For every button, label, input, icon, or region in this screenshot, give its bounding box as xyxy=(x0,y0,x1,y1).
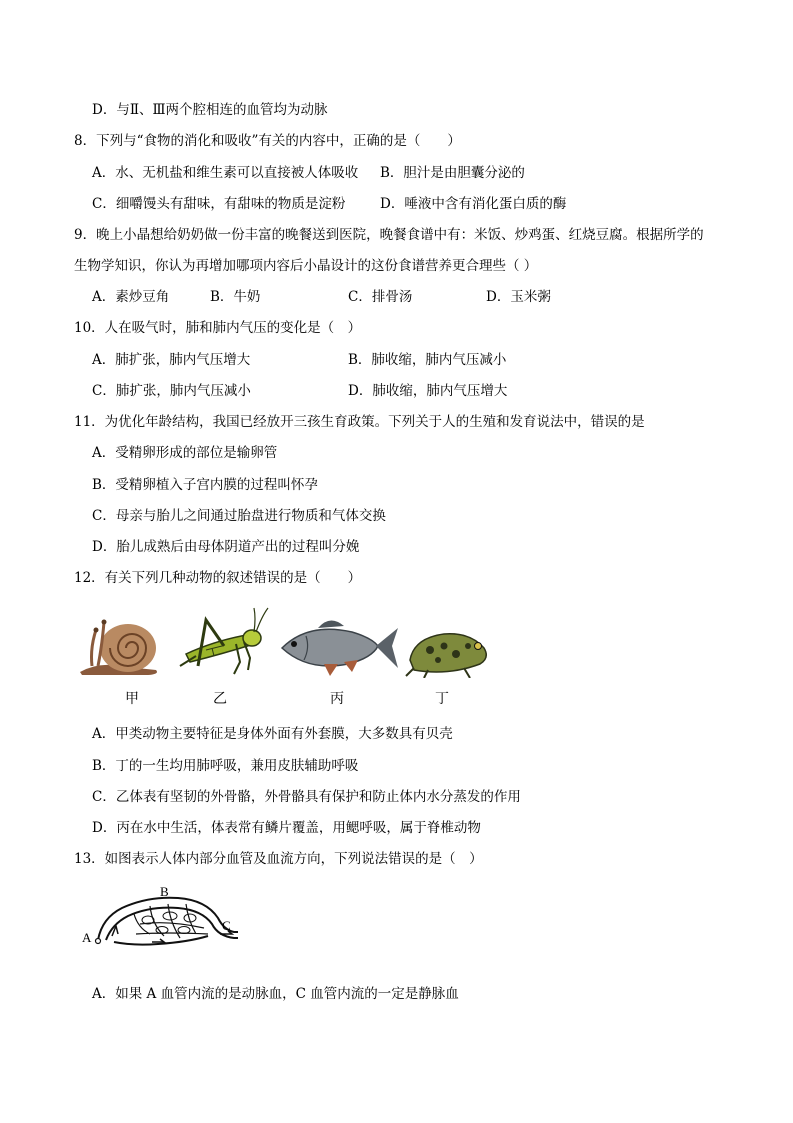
q10-option-b: B．肺收缩，肺内气压减小 xyxy=(348,352,507,368)
q11-option-a: A．受精卵形成的部位是输卵管 xyxy=(92,445,278,461)
q10-stem: 10．人在吸气时，肺和肺内气压的变化是（ ） xyxy=(74,320,362,336)
capillary-network xyxy=(78,884,248,954)
q9-option-a: A．素炒豆角 xyxy=(92,289,170,305)
q8-option-d: D．唾液中含有消化蛋白质的酶 xyxy=(380,196,567,212)
q12-option-b: B．丁的一生均用肺呼吸，兼用皮肤辅助呼吸 xyxy=(92,758,359,774)
q12-stem: 12．有关下列几种动物的叙述错误的是（ ） xyxy=(74,570,362,586)
q12-option-d: D．丙在水中生活，体表常有鳞片覆盖，用鳃呼吸，属于脊椎动物 xyxy=(92,820,481,836)
q8-option-a: A．水、无机盐和维生素可以直接被人体吸收 xyxy=(92,165,359,181)
q10-option-c: C．肺扩张，肺内气压减小 xyxy=(92,383,251,399)
q9-option-d: D．玉米粥 xyxy=(486,289,551,305)
caption-yi: 乙 xyxy=(213,691,227,707)
snail-image xyxy=(78,608,162,676)
fish-image xyxy=(278,614,400,678)
q9-stem-line1: 9．晚上小晶想给奶奶做一份丰富的晚餐送到医院，晚餐食谱中有：米饭、炒鸡蛋、红烧豆腐。根据所学的 xyxy=(74,227,704,243)
q11-stem: 11．为优化年龄结构，我国已经放开三孩生育政策。下列关于人的生殖和发育说法中，错误的是 xyxy=(74,414,645,430)
label-a: A xyxy=(82,930,92,945)
blood-vessel-diagram xyxy=(78,884,248,954)
q12-option-a: A．甲类动物主要特征是身体外面有外套膜，大多数具有贝壳 xyxy=(92,726,453,742)
q9-option-c: C．排骨汤 xyxy=(348,289,413,305)
caption-ding: 丁 xyxy=(435,691,449,707)
caption-bing: 丙 xyxy=(330,691,344,707)
q10-option-d: D．肺收缩，肺内气压增大 xyxy=(348,383,508,399)
grasshopper-image xyxy=(176,606,270,678)
q13-option-a: A．如果 A 血管内流的是动脉血，C 血管内流的一定是静脉血 xyxy=(92,986,459,1002)
label-b: B xyxy=(160,884,169,899)
q8-option-b: B．胆汁是由胆囊分泌的 xyxy=(380,165,525,181)
caption-jia: 甲 xyxy=(125,691,139,707)
q11-option-b: B．受精卵植入子宫内膜的过程叫怀孕 xyxy=(92,477,318,493)
q9-stem-line2: 生物学知识，你认为再增加哪项内容后小晶设计的这份食谱营养更合理些（ ） xyxy=(74,258,538,274)
q9-option-b: B．牛奶 xyxy=(210,289,261,305)
q11-option-d: D．胎儿成熟后由母体阴道产出的过程叫分娩 xyxy=(92,539,360,555)
q11-option-c: C．母亲与胎儿之间通过胎盘进行物质和气体交换 xyxy=(92,508,386,524)
q8-stem: 8．下列与“食物的消化和吸收”有关的内容中，正确的是（ ） xyxy=(74,133,461,149)
frog-image xyxy=(404,624,490,678)
q13-stem: 13．如图表示人体内部分血管及血流方向，下列说法错误的是（ ） xyxy=(74,851,483,867)
label-c: C xyxy=(222,918,231,933)
q12-option-c: C．乙体表有坚韧的外骨骼，外骨骼具有保护和防止体内水分蒸发的作用 xyxy=(92,789,521,805)
q7-option-d: D．与Ⅱ、Ⅲ两个腔相连的血管均为动脉 xyxy=(92,102,328,118)
q8-option-c: C．细嚼馒头有甜味，有甜味的物质是淀粉 xyxy=(92,196,346,212)
q10-option-a: A．肺扩张，肺内气压增大 xyxy=(92,352,251,368)
